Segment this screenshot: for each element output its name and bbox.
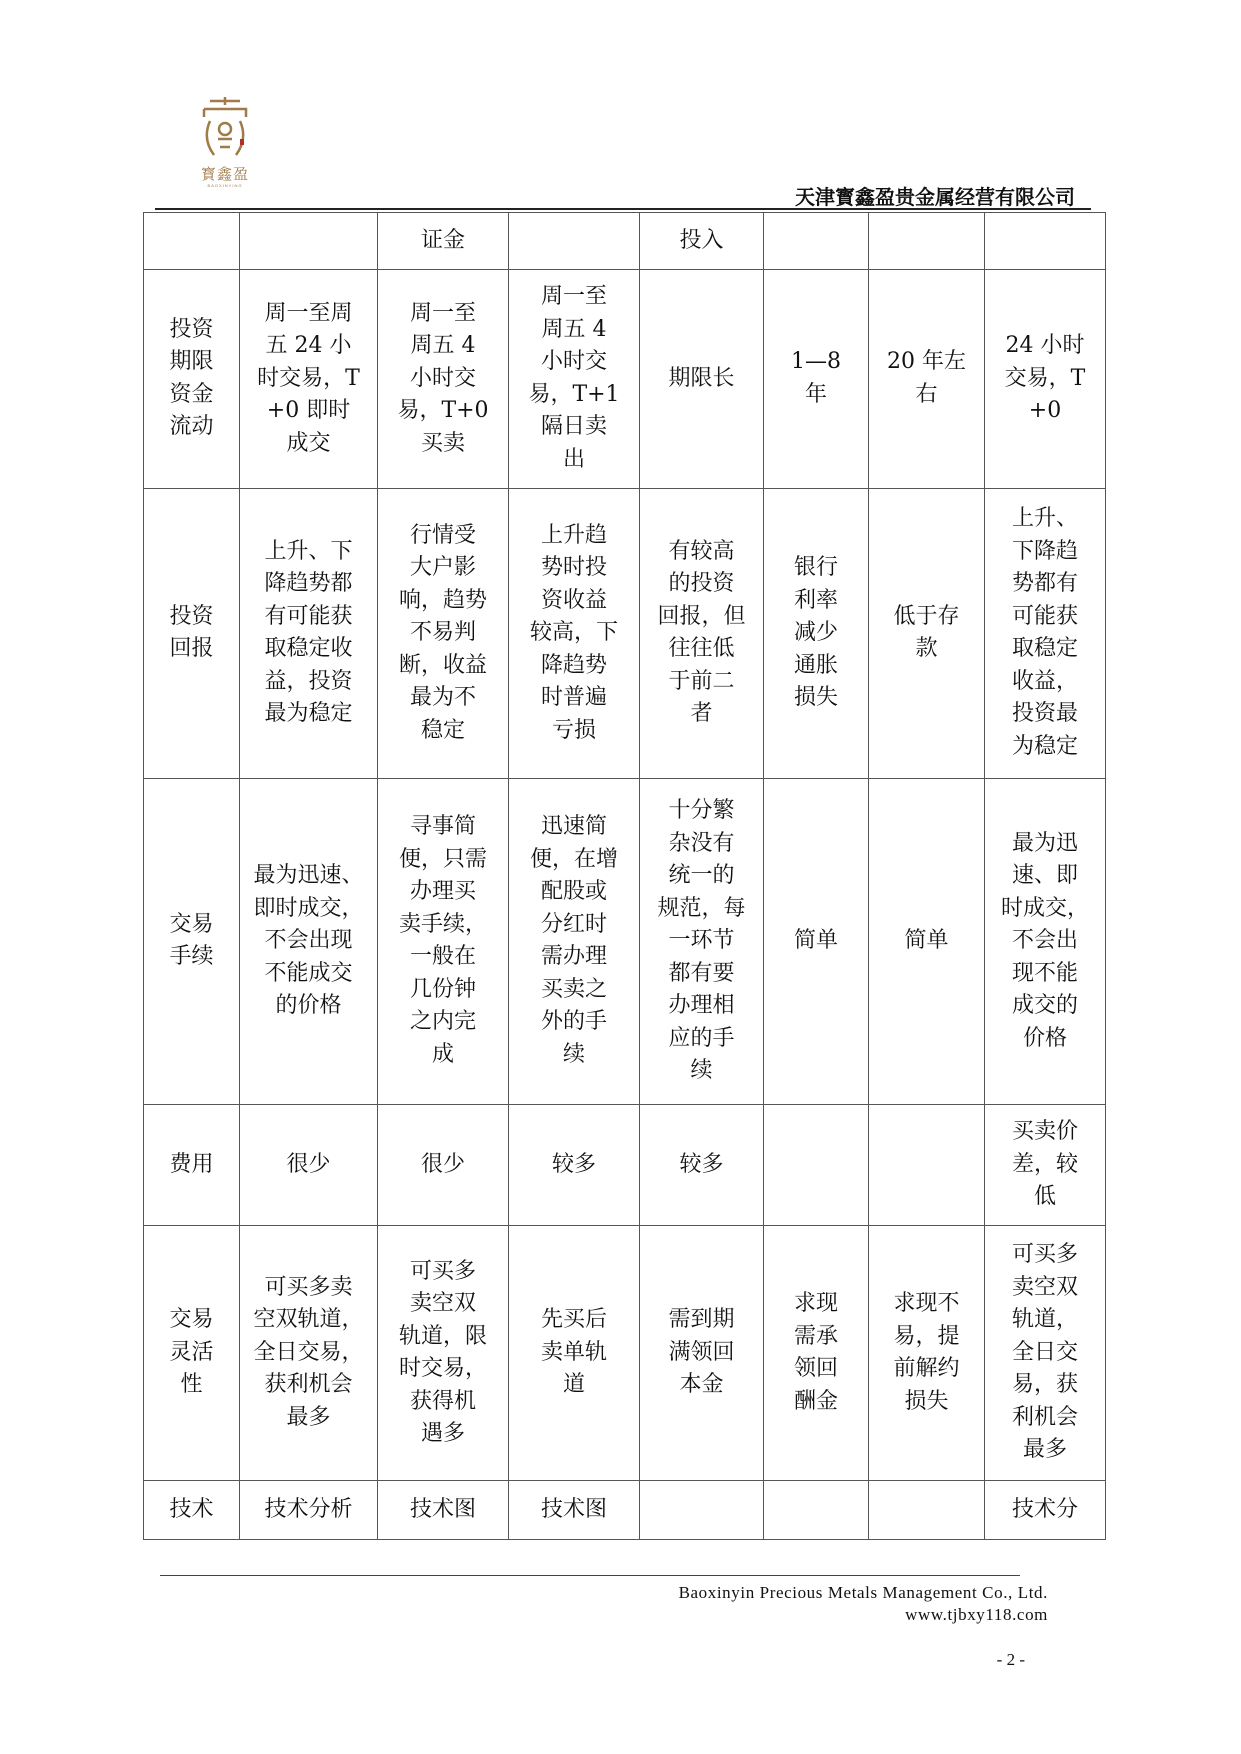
- cell-text: 上升、 下降趋 势都有 可能获 取稳定 收益， 投资最 为稳定: [1011, 506, 1078, 759]
- table-cell: [640, 488, 764, 778]
- cell-text: 可买多 卖空双 轨道， 全日交 易，获 利机会 最多: [1011, 1242, 1078, 1463]
- table-cell: [764, 269, 869, 488]
- cell-text: 需到期 满领回 本金: [668, 1307, 735, 1398]
- row-label-cell: [144, 269, 240, 488]
- cell-text: 技术图: [409, 1496, 476, 1522]
- table-cell: [985, 1104, 1106, 1226]
- table-cell: [640, 213, 764, 270]
- table-cell: [764, 213, 869, 270]
- table-cell: [240, 1104, 378, 1226]
- cell-text: 周一至周 五 24 小 时交易，T +0 即时 成交: [257, 300, 360, 456]
- cell-text: 证金: [420, 227, 465, 253]
- cell-text: 技术图: [540, 1496, 607, 1522]
- table-row: [144, 1480, 1106, 1539]
- table-cell: [764, 1104, 869, 1226]
- cell-text: 求现不 易，提 前解约 损失: [893, 1291, 960, 1414]
- cell-text: 费用: [169, 1151, 214, 1177]
- cell-text: 技术: [169, 1496, 214, 1522]
- table-cell: [509, 779, 640, 1105]
- table-cell: [509, 1226, 640, 1481]
- cell-text: 最为迅 速、即 时成交， 不会出 现不能 成交的 价格: [1000, 830, 1089, 1051]
- table-cell: [869, 779, 985, 1105]
- table-cell: [378, 779, 509, 1105]
- cell-text: 有较高 的投资 回报，但 往往低 于前二 者: [657, 538, 746, 727]
- table-cell: [240, 1226, 378, 1481]
- row-label-cell: [144, 213, 240, 270]
- cell-text: 周一至 周五 4 小时交 易，T+0 买卖: [397, 300, 489, 456]
- cell-text: 迅速简 便，在增 配股或 分红时 需办理 买卖之 外的手 续: [529, 814, 618, 1067]
- cell-text: 周一至 周五 4 小时交 易，T+1 隔日卖 出: [528, 284, 620, 472]
- table-cell: [869, 1480, 985, 1539]
- table-cell: [764, 488, 869, 778]
- table-cell: [378, 1226, 509, 1481]
- cell-text: 较多: [679, 1151, 724, 1177]
- cell-text: 低于存 款: [893, 603, 960, 662]
- cell-text: 先买后 卖单轨 道: [540, 1307, 607, 1398]
- table-cell: [240, 779, 378, 1105]
- cell-text: 可买多卖 空双轨道， 全日交易， 获利机会 最多: [253, 1274, 364, 1430]
- table-cell: [764, 1480, 869, 1539]
- cell-text: 很少: [420, 1151, 465, 1177]
- table-cell: [240, 213, 378, 270]
- footer-website: www.tjbxy118.com: [905, 1605, 1048, 1624]
- table-cell: [240, 269, 378, 488]
- row-label-cell: [144, 779, 240, 1105]
- footer-divider: [160, 1575, 1020, 1576]
- table-cell: [640, 779, 764, 1105]
- table-cell: [640, 1226, 764, 1481]
- cell-text: 简单: [793, 928, 838, 954]
- cell-text: 期限长: [668, 365, 735, 391]
- row-label-cell: [144, 488, 240, 778]
- cell-text: 较多: [551, 1151, 596, 1177]
- table-cell: [509, 1480, 640, 1539]
- cell-text: 银行 利率 减少 通胀 损失: [793, 555, 838, 711]
- cell-text: 十分繁 杂没有 统一的 规范，每 一环节 都有要 办理相 应的手 续: [657, 798, 746, 1084]
- table-cell: [985, 779, 1106, 1105]
- cell-text: 投入: [679, 227, 724, 253]
- table-cell: [640, 1104, 764, 1226]
- table-row: [144, 269, 1106, 488]
- footer-company-en: Baoxinyin Precious Metals Management Co., Ltd.: [678, 1583, 1048, 1602]
- cell-text: 上升趋 势时投 资收益 较高，下 降趋势 时普遍 亏损: [529, 522, 618, 743]
- header-divider: [155, 208, 1091, 210]
- cell-text: 技术分: [1011, 1496, 1078, 1522]
- row-label-cell: [144, 1226, 240, 1481]
- cell-text: 投资 期限 资金 流动: [169, 316, 214, 440]
- table-row: [144, 779, 1106, 1105]
- table-cell: [640, 1480, 764, 1539]
- cell-text: 最为迅速、 即时成交， 不会出现 不能成交 的价格: [253, 863, 364, 1019]
- table-cell: [869, 1104, 985, 1226]
- cell-text: 交易 手续: [169, 911, 214, 970]
- table-cell: [240, 488, 378, 778]
- table-cell: [985, 1226, 1106, 1481]
- table-cell: [869, 1226, 985, 1481]
- comparison-table: [143, 212, 1106, 1540]
- table-cell: [378, 1104, 509, 1226]
- cell-text: 行情受 大户影 响，趋势 不易判 断，收益 最为不 稳定: [398, 522, 487, 743]
- cell-text: 1—8 年: [791, 349, 841, 407]
- table-row: [144, 1104, 1106, 1226]
- footer-info: [679, 1582, 1048, 1626]
- cell-text: 技术分析: [264, 1496, 353, 1522]
- table-cell: [985, 1480, 1106, 1539]
- table-cell: [240, 1480, 378, 1539]
- table-cell: [640, 269, 764, 488]
- cell-text: 简单: [904, 928, 949, 954]
- table-cell: [509, 1104, 640, 1226]
- table-row: [144, 1226, 1106, 1481]
- table-header-row: [144, 213, 1106, 270]
- table-cell: [869, 213, 985, 270]
- cell-text: 24 小时 交易，T +0: [1004, 333, 1086, 424]
- table-cell: [509, 269, 640, 488]
- row-label-cell: [144, 1104, 240, 1226]
- table-cell: [378, 213, 509, 270]
- table-cell: [509, 213, 640, 270]
- cell-text: 求现 需承 领回 酬金: [793, 1291, 838, 1414]
- cell-text: 很少: [286, 1151, 331, 1177]
- table-cell: [378, 269, 509, 488]
- row-label-cell: [144, 1480, 240, 1539]
- table-cell: [509, 488, 640, 778]
- logo-text: 寳鑫盈: [200, 165, 249, 183]
- cell-text: 20 年左 右: [887, 349, 966, 407]
- table-cell: [869, 269, 985, 488]
- cell-text: 上升、下 降趋势都 有可能获 取稳定收 益，投资 最为稳定: [264, 538, 353, 727]
- cell-text: 买卖价 差，较 低: [1011, 1119, 1078, 1210]
- cell-text: 交易 灵活 性: [169, 1307, 214, 1398]
- table-cell: [764, 1226, 869, 1481]
- company-name: 天津寳鑫盈贵金属经营有限公司: [795, 187, 1075, 209]
- company-logo: [180, 95, 270, 195]
- table-row: [144, 488, 1106, 778]
- table-cell: [869, 488, 985, 778]
- table-cell: [985, 488, 1106, 778]
- table-cell: [764, 779, 869, 1105]
- table-cell: [378, 1480, 509, 1539]
- page-number: - 2 -: [996, 1650, 1025, 1669]
- table-cell: [985, 269, 1106, 488]
- cell-text: 可买多 卖空双 轨道，限 时交易， 获得机 遇多: [398, 1258, 487, 1447]
- cell-text: 投资 回报: [169, 603, 214, 662]
- table-cell: [378, 488, 509, 778]
- table-cell: [985, 213, 1106, 270]
- logo-emblem-icon: [180, 95, 270, 163]
- logo-subtext: BAOXINYING: [207, 183, 243, 188]
- cell-text: 寻事简 便，只需 办理买 卖手续， 一般在 几份钟 之内完 成: [398, 814, 487, 1067]
